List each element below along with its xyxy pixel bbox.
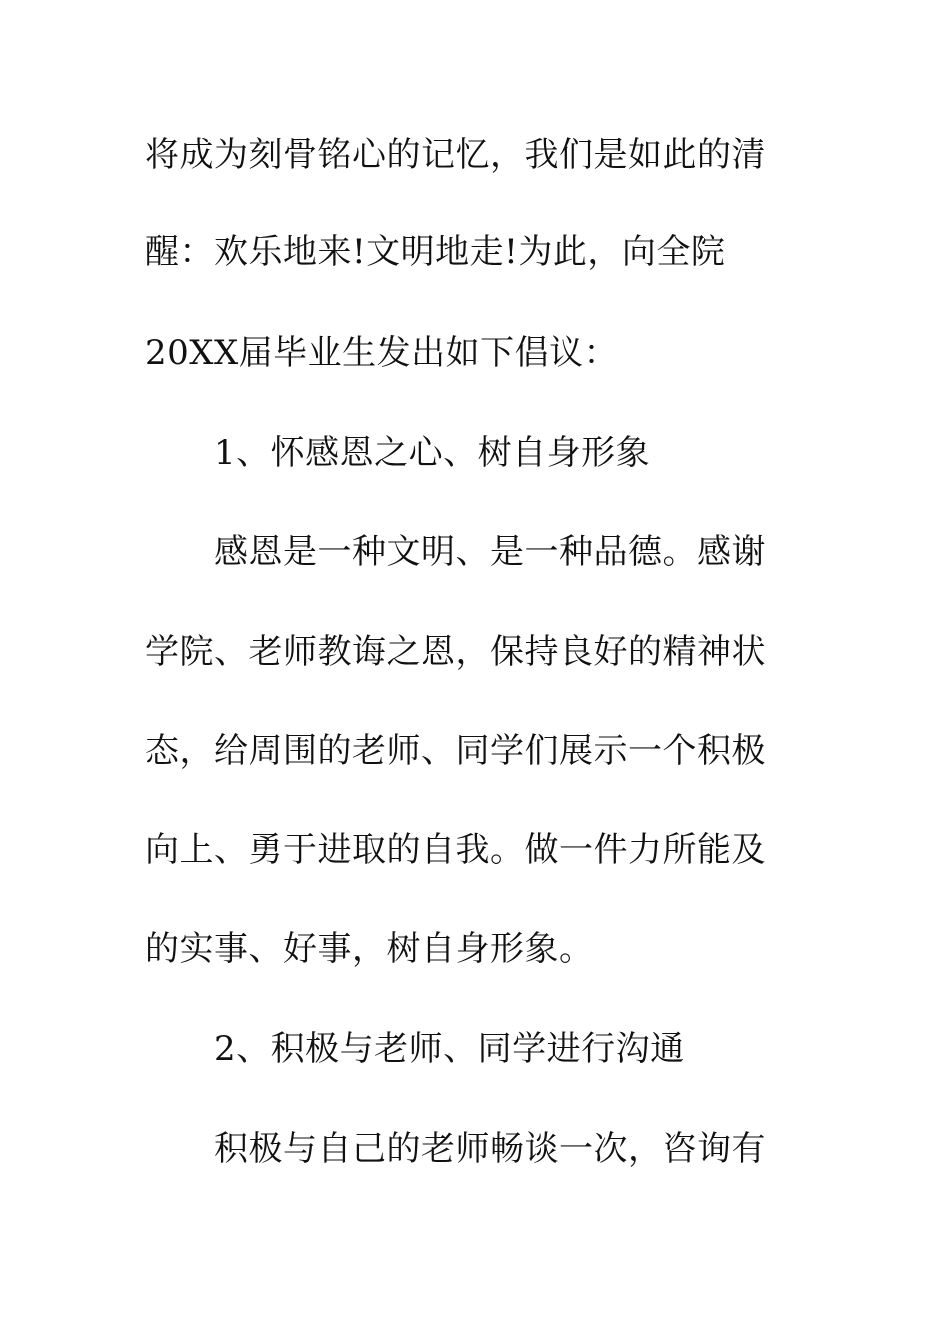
paragraph-line: 学院、老师教诲之恩，保持良好的精神状	[145, 632, 766, 672]
paragraph-line: 醒：欢乐地来!文明地走!为此，向全院	[145, 232, 726, 272]
paragraph-line: 20XX届毕业生发出如下倡议：	[145, 333, 619, 373]
paragraph-line: 感恩是一种文明、是一种品德。感谢	[214, 532, 766, 572]
paragraph-line: 的实事、好事，树自身形象。	[145, 929, 594, 969]
section-heading-2: 2、积极与老师、同学进行沟通	[214, 1029, 685, 1069]
section-heading-1: 1、怀感恩之心、树自身形象	[214, 433, 651, 473]
paragraph-line: 将成为刻骨铭心的记忆，我们是如此的清	[145, 135, 766, 175]
paragraph-line: 积极与自己的老师畅谈一次，咨询有	[214, 1129, 766, 1169]
paragraph-line: 向上、勇于进取的自我。做一件力所能及	[145, 830, 766, 870]
paragraph-line: 态，给周围的老师、同学们展示一个积极	[145, 731, 766, 771]
